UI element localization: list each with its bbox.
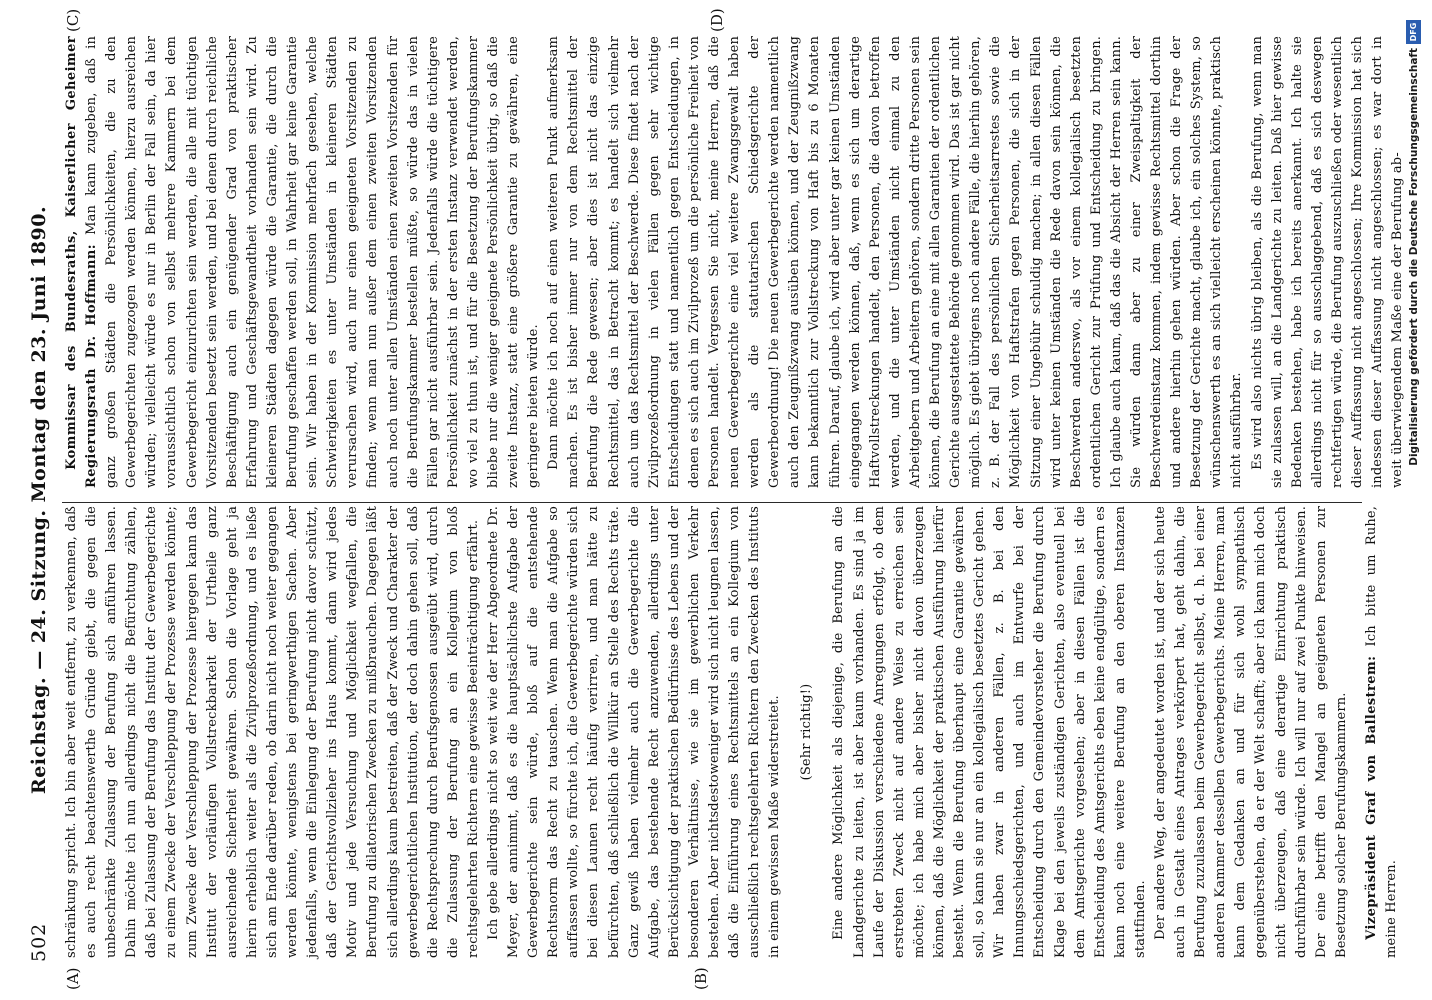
right-paragraph-1 <box>62 36 544 488</box>
speaker-name-vice-president: Vizepräsident Graf von Ballestrem: <box>1363 655 1379 940</box>
margin-marker-d: (D) <box>708 8 726 32</box>
margin-marker-c: (C) <box>64 8 82 32</box>
left-paragraph-4: Eine andere Möglichkeit als diejenige, die Berufung an die Landgerichte zu leiten, ist aber kaum vorhanden. Es sind ja im Laufe der Diskussion verschiedene Anregungen erfolgt, ob dem erstrebten Zweck nicht auf andere Weise zu erreichen sein möchte; ich habe mich aber bisher nicht davon überzeugen können, daß die Möglichkeit der praktischen Ausführung hierfür besteht. Wenn die Berufung überhaupt eine Garantie gewähren soll, so kann sie nur an ein kollegialisch besetztes Gericht gehen. Wir haben zwar in anderen Fällen, z. B. bei den Innungsschiedsgerichten, und auch im Entwurfe bei der Entscheidung durch den Gemeindevorsteher die Berufung durch Klage bei den jeweils zuständigen Gerichten, also eventuell bei dem Amtsgerichte vorgesehen; aber in diesen Fällen ist die Entscheidung des Amtsgerichts eben keine endgültige, sondern es kann noch eine weitere Berufung an den oberen Instanzen stattfinden. <box>831 506 1148 958</box>
margin-marker-a: (A) <box>64 967 82 990</box>
digitization-notice: Digitalisierung gefördert durch die Deutsche Forschungsgemeinschaft <box>1408 48 1420 466</box>
right-paragraph-2: Dann möchte ich noch auf einen weiteren Punkt aufmerksam machen. Es ist bisher immer nur von dem Rechtsmittel der Berufung die Rede gewesen; aber dies ist nicht das einzige Rechtsmittel, das in Betracht kommt; es handelt sich vielmehr auch um das Rechtsmittel der Beschwerde. Diese findet nach der Zivilprozeßordnung in vielen Fällen gegen sehr wichtige Entscheidungen statt und namentlich gegen Entscheidungen, in denen es sich auch im Zivilprozeß um die persönliche Freiheit von Personen handelt. Vergessen Sie nicht, meine Herren, daß die neuen Gewerbegerichte eine viel weitere Zwangsgewalt haben werden als die statutarischen Schiedsgerichte der Gewerbeordnung! Die neuen Gewerbegerichte werden namentlich auch den Zeugnißzwang ausüben können, und der Zeugnißzwang kann bekanntlich zur Vollstreckung von Haft bis zu 6 Monaten führen. Darauf, glaube ich, wird aber unter gar keinen Umständen eingegangen werden können, daß, wenn es sich um derartige Haftvollstreckungen handelt, den Personen, die davon betroffen werden, und die unter Umständen nicht einmal zu den Arbeitgebern und Arbeitern gehören, sondern dritte Personen sein können, die Berufung an eine mit allen Garantien der ordentlichen Gerichte ausgestattete Behörde genommen wird. Das ist gar nicht möglich. Es giebt übrigens noch andere Fälle, die hierhin gehören, z. B. der Fall des persönlichen Sicherheitsarrestes sowie die Möglichkeit von Haftstrafen gegen Personen, die sich in der Sitzung einer Ungebühr schuldig machen; in allen diesen Fällen wird unter keinen Umständen die Rede davon sein können, die Beschwerden anderswo, als vor einem kollegialisch besetzten ordentlichen Gericht zur Prüfung und Entscheidung zu bringen. Ich glaube auch kaum, daß das die Absicht der Herren sein kann. Sie würden dann aber zu einer Zweispaltigkeit der Beschwerdeinstanz kommen, indem gewisse Rechtsmittel dorthin und andere hierhin gehen würden. Aber schon die Frage der Besetzung der Gerichte macht, glaube ich, ein solches System, so wünschenswerth es an sich vielleicht erscheinen könnte, praktisch nicht ausführbar. <box>546 36 1245 488</box>
left-paragraph-2: Ich gebe allerdings nicht so weit wie der Herr Abgeordnete Dr. Meyer, der annimmt, daß es die hauptsächlichste Aufgabe der Gewerbegerichte sein würde, bloß auf die entstehende Rechtsnorm das Recht zu tauschen. Wenn man die Aufgabe so auffassen wollte, so fürchte ich, die Gewerbegerichte würden sich bei diesen Launen recht häufig verirren, und man hätte zu befürchten, daß schließlich die Willkür an Stelle des Rechts träte. Ganz gewiß haben vielmehr auch die Gewerbegerichte die Aufgabe, das bestehende Recht anzuwenden, allerdings unter Berücksichtigung der praktischen Bedürfnisse des Lebens und der besonderen Verhältnisse, wie sie im gewerblichen Verkehr bestehen. Aber nichtsdestoweniger wird sich nicht leugnen lassen, daß die Einführung eines Rechtsmittels an ein Kollegium von ausschließlich rechtsgelehrten Richtern den Zwecken des Instituts in einem gewissen Maße widerstreitet. <box>485 505 783 958</box>
right-paragraph-1-text: Man kann zugeben, daß in ganz großen Städten die Persönlichkeiten, die zu den Gewerbegerichten zugezogen werden können, hierzu ausreichen würden; vielleicht würde es nur in Berlin der Fall sein, da hier voraussichtlich schon von selbst mehrere Kammern bei dem Gewerbegericht einzurichten sein werden, die alle mit tüchtigen Vorsitzenden besetzt sein werden, und bei denen durch reichliche Beschäftigung auch ein genügender Grad von praktischer Erfahrung und Geschäftsgewandtheit vorhanden sein wird. Zu kleineren Städten dagegen würde die Garantie, die durch die Berufung geschaffen werden soll, in Wahrheit gar keine Garantie sein. Wir haben in der Kommission mehrfach gesehen, welche Schwierigkeiten es unter Umständen in kleineren Städten verursachen wird, auch nur einen geeigneten Vorsitzenden zu finden; wenn man nun außer dem einen zweiten Vorsitzenden auch noch unter allen Umständen einen zweiten Vorsitzenden für die Berufungskammer bestellen müßte, so würde das in vielen Fällen gar nicht ausführbar sein. Jedenfalls würde die tüchtigere Persönlichkeit zunächst in der ersten Instanz verwendet werden, wo viel zu thun ist, und für die Besetzung der Berufungskammer bliebe nur die weniger geeignete Persönlichkeit übrig, so daß die zweite Instanz, statt eine größere Garantie zu gewähren, eine geringere bieten würde. <box>84 36 542 488</box>
interjection: (Sehr richtig!) <box>799 683 815 781</box>
page-header <box>20 20 60 980</box>
left-paragraph-5: Der andere Weg, der angedeutet worden ist, und der sich heute auch in Gestalt eines Antrages verkörpert hat, geht dahin, die Berufung zuzulassen beim Gewerbegericht selbst, d. h. bei einer anderen Kammer desselben Gewerbegerichts. Meine Herren, man kann dem Gedanken an und für sich wohl sympathisch gegenüberstehen, da er der Welt schafft; aber ich kann mich doch nicht überzeugen, daß eine derartige Einrichtung praktisch durchführbar sein würde. Ich will nur auf zwei Punkte hinweisen. Der eine betrifft den Mangel an geeigneten Personen zur Besetzung solcher Berufungskammern. <box>1152 506 1349 958</box>
right-paragraph-3: Es wird also nichts übrig bleiben, als die Berufung, wenn man sie zulassen will, an die Landgerichte zu leiten. Daß hier gewisse Bedenken bestehen, habe ich bereits anerkannt. Ich halte sie allerdings nicht für so ausschlaggebend, daß es sich deswegen rechtfertigen würde, die Berufung auszuschließen oder wesentlich dieser Auffassung nicht angeschlossen; Ihre Kommission hat sich indessen dieser Auffassung nicht angeschlossen; es war dort in weit überwiegendem Maße eine der Berufung ab- <box>1249 36 1406 488</box>
margin-marker-b: (B) <box>692 967 710 990</box>
dfg-logo: DFG <box>1406 20 1421 44</box>
left-paragraph-1: schränkung spricht. Ich bin aber weit entfernt, zu verkennen, daß es auch recht beachtenswerthe Gründe giebt, die gegen die unbeschränkte Zulassung der Berufung sich anführen lassen. Dahin möchte ich nun allerdings nicht die Befürchtung zählen, daß bei Zulassung der Berufung das Institut der Gewerbegerichte zu einem Zwecke der Verschleppung der Prozesse werden könnte; zum Zwecke der Verschleppung der Prozesse hiergegen kann das Institut der vorläufigen Vollstreckbarkeit der Urtheile ganz ausreichende Sicherheit gewähren. Schon die Vorlage geht ja hierin erheblich weiter als die Zivilprozeßordnung, und es ließe sich am Ende darüber reden, ob darin nicht noch weiter gegangen werden könnte, wenigstens bei geringwerthigen Sachen. Aber jedenfalls, wenn die Einlegung der Berufung nicht davor schützt, daß der Gerichtsvollzieher ins Haus kommt, dann wird jedes Motiv und jede Versuchung und Möglichkeit wegfallen, die Berufung zu dilatorischen Zwecken zu mißbrauchen. Dagegen läßt sich allerdings kaum bestreiten, daß der Zweck und Charakter der gewerbegerichtlichen Institution, der doch dahin gehen soll, daß die Rechtsprechung durch Berufsgenossen ausgeübt wird, durch die Zulassung der Berufung an ein Kollegium von bloß rechtsgelehrten Richtern eine gewisse Beeinträchtigung erfährt. <box>64 506 481 958</box>
left-paragraph-6-text: Ich bitte um Ruhe, meine Herren. <box>1363 506 1399 958</box>
right-column <box>62 36 1406 488</box>
page-footer <box>1408 20 1428 540</box>
left-column <box>62 505 1399 958</box>
speaker-name-commissioner: Kommissar des Bundesraths, Kaiserlicher Geheimer Regierungsrath Dr. Hoffmann: <box>64 36 100 488</box>
column-divider <box>62 502 1362 503</box>
page-number: 502 <box>28 922 50 962</box>
left-paragraph-6 <box>1362 506 1402 958</box>
running-title: Reichstag. — 24. Sitzung. Montag den 23. Juni 1890. <box>28 205 50 795</box>
